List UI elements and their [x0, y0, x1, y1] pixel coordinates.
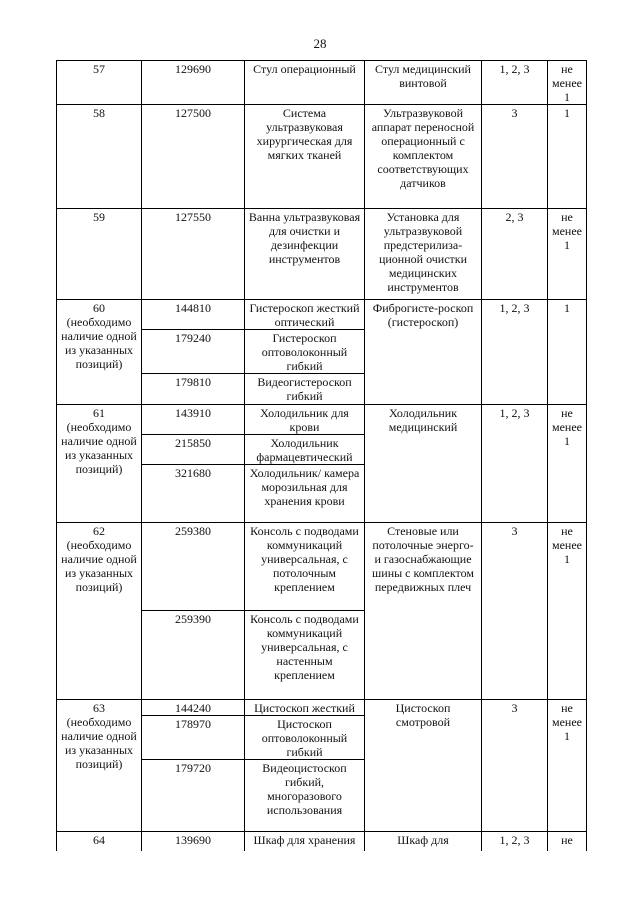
item-name: Система ультразвуковая хирургическая для мягких тканей	[245, 105, 365, 209]
item-code: 179240	[142, 330, 245, 374]
conditions: 1, 2, 3	[482, 405, 548, 523]
item-code: 215850	[142, 435, 245, 465]
row-number: 63 (необходимо наличие одной из указанных позиций)	[57, 700, 142, 832]
item-name: Холодильник фармацевтический	[245, 435, 365, 465]
table-row	[57, 523, 587, 611]
item-name: Гистероскоп жесткий оптический	[245, 300, 365, 330]
group-name: Установка для ультразвуковой предстерилиза-ционной очистки медицинских инструментов	[365, 209, 482, 300]
row-number: 61 (необходимо наличие одной из указанных позиций)	[57, 405, 142, 523]
quantity: не менее 1	[548, 523, 587, 700]
group-name: Стеновые или потолочные энерго- и газоснабжающие шины с комплектом передвижных плеч	[365, 523, 482, 700]
row-number: 57	[57, 61, 142, 105]
page-number: 28	[313, 36, 327, 51]
conditions: 1, 2, 3	[482, 61, 548, 105]
row-number: 62 (необходимо наличие одной из указанных позиций)	[57, 523, 142, 700]
page-bottom-margin	[0, 851, 640, 901]
row-number: 59	[57, 209, 142, 300]
item-name: Консоль с подводами коммуникаций универсальная, с потолочным креплением	[245, 523, 365, 611]
item-name: Шкаф для хранения	[245, 832, 365, 876]
row-number: 60 (необходимо наличие одной из указанных позиций)	[57, 300, 142, 405]
equipment-table	[56, 60, 587, 876]
item-code: 144240	[142, 700, 245, 716]
row-number: 64	[57, 832, 142, 876]
item-name: Стул операционный	[245, 61, 365, 105]
quantity: не менее 1	[548, 405, 587, 523]
group-name: Цистоскоп смотровой	[365, 700, 482, 832]
item-code: 259390	[142, 611, 245, 700]
item-code: 179720	[142, 760, 245, 832]
group-name: Фиброгисте-роскоп (гистероскоп)	[365, 300, 482, 405]
group-name: Стул медицинский винтовой	[365, 61, 482, 105]
quantity: не	[548, 832, 587, 876]
conditions: 3	[482, 523, 548, 700]
item-code: 144810	[142, 300, 245, 330]
item-code: 127550	[142, 209, 245, 300]
conditions: 3	[482, 700, 548, 832]
item-code: 259380	[142, 523, 245, 611]
item-name: Холодильник для крови	[245, 405, 365, 435]
table-row	[57, 61, 587, 105]
item-name: Гистероскоп оптоволоконный гибкий	[245, 330, 365, 374]
conditions: 1, 2, 3	[482, 832, 548, 876]
table-row	[57, 300, 587, 330]
conditions: 1, 2, 3	[482, 300, 548, 405]
group-name: Ультразвуковой аппарат переносной операционный с комплектом соответствующих датчиков	[365, 105, 482, 209]
item-code: 321680	[142, 465, 245, 523]
table-row	[57, 700, 587, 716]
item-name: Видеогистероскоп гибкий	[245, 374, 365, 405]
item-name: Холодильник/ камера морозильная для хранения крови	[245, 465, 365, 523]
item-code: 139690	[142, 832, 245, 876]
quantity: 1	[548, 300, 587, 405]
quantity: 1	[548, 105, 587, 209]
table-row	[57, 405, 587, 435]
table-row	[57, 105, 587, 209]
quantity: не менее 1	[548, 61, 587, 105]
row-number: 58	[57, 105, 142, 209]
item-name: Видеоцистоскоп гибкий, многоразового использования	[245, 760, 365, 832]
item-code: 129690	[142, 61, 245, 105]
item-code: 127500	[142, 105, 245, 209]
item-code: 178970	[142, 716, 245, 760]
item-name: Цистоскоп жесткий	[245, 700, 365, 716]
item-name: Консоль с подводами коммуникаций универсальная, с настенным креплением	[245, 611, 365, 700]
item-name: Ванна ультразвуковая для очистки и дезинфекции инструментов	[245, 209, 365, 300]
item-code: 179810	[142, 374, 245, 405]
quantity: не менее 1	[548, 209, 587, 300]
item-name: Цистоскоп оптоволоконный гибкий	[245, 716, 365, 760]
table-row	[57, 209, 587, 300]
group-name: Холодильник медицинский	[365, 405, 482, 523]
item-code: 143910	[142, 405, 245, 435]
group-name: Шкаф для	[365, 832, 482, 876]
conditions: 2, 3	[482, 209, 548, 300]
conditions: 3	[482, 105, 548, 209]
quantity: не менее 1	[548, 700, 587, 832]
